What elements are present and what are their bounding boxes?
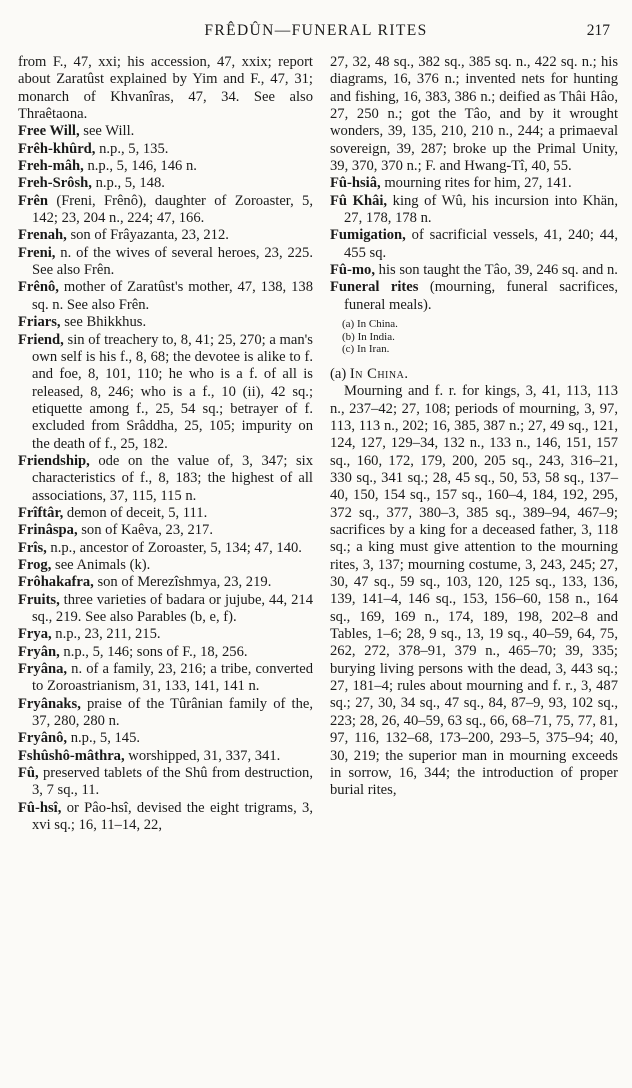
entry-text: 27, 32, 48 sq., 382 sq., 385 sq. n., 422 sq. n.; his diagrams, 16, 376 n.; invented nets for hunting and fishing, 16, 383, 386 n.; deified as Thâi Hâo, 27, 250 n.; got the Tâo, and by it wrought wonders, 39, 135, 210, 210 n., 244; a primaeval sovereign, 39, 287; broke up the Primal Unity, 39, 370, 370 n.; F. and Hwang-Tî, 40, 55. (330, 54, 618, 175)
entry-headword: Frenah, (18, 227, 67, 244)
entry-text: (Freni, Frênô), daughter of Zoroaster, 5, 142; 23, 204 n., 224; 47, 166. (32, 192, 313, 227)
entry-headword: Friendship, (18, 452, 90, 469)
entry-headword: Fû-hsî, (18, 799, 62, 816)
entry-headword: Freni, (18, 244, 56, 261)
entry-headword: Frêh-khûrd, (18, 140, 96, 157)
index-entry (18, 748, 313, 765)
index-entry (18, 592, 313, 627)
entry-headword: Frya, (18, 626, 52, 643)
entry-headword: Friend, (18, 331, 64, 348)
index-entry (18, 765, 313, 800)
index-entry (18, 141, 313, 158)
index-entry (18, 644, 313, 661)
index-entry (18, 730, 313, 747)
subdivision-item: (c) In Iran. (342, 343, 390, 356)
entry-headword: Frênô, (18, 279, 59, 296)
entry-headword: Frîftâr, (18, 504, 64, 521)
entry-headword: Fumigation, (330, 227, 406, 244)
entry-text: son of Merezîshmya, 23, 219. (93, 574, 272, 591)
entry-headword: Friars, (18, 314, 61, 331)
entry-headword: Frog, (18, 556, 52, 573)
entry-headword: Fû-mo, (330, 262, 375, 279)
index-entry (330, 262, 618, 279)
entry-text: three varieties of badara or jujube, 44, 214 sq., 219. See also Parables (b, e, f). (32, 591, 313, 625)
entry-headword: Fryân, (18, 643, 60, 660)
index-entry (18, 505, 313, 522)
subdivision-item: (b) In India. (342, 330, 395, 343)
entry-text: preserved tablets of the Shû from destruction, 3, 7 sq., 11. (32, 765, 313, 799)
entry-text: n. of a family, 23, 216; a tribe, converted to Zoroastrianism, 31, 133, 141, 141 n. (32, 661, 313, 695)
entry-headword: Fryânaks, (18, 695, 81, 712)
entry-text: king of Wû, his incursion into Khän, 27, 178, 178 n. (344, 192, 618, 227)
subdivision-item: (a) In China. (342, 318, 398, 331)
section-marker: (a) (330, 365, 347, 382)
entry-headword: Fruits, (18, 591, 60, 608)
page-number: 217 (586, 22, 610, 39)
entry-text: n. of the wives of several heroes, 23, 225. See also Frên. (32, 244, 313, 279)
entry-text: praise of the Tûrânian family of the, 37, 280, 280 n. (32, 695, 313, 730)
index-entry (18, 661, 313, 696)
section-title: In China. (349, 365, 409, 382)
entry-text: worshipped, 31, 337, 341. (124, 747, 281, 764)
running-header (0, 18, 632, 44)
index-entry (18, 314, 313, 331)
entry-text: n.p., ancestor of Zoroaster, 5, 134; 47, 140. (46, 539, 302, 556)
entry-text: sin of treachery to, 8, 41; 25, 270; a man's own self is his f., 8, 68; the devotee is alike to f. and foe, 8, 101, 110; he who is a f. of all is released, 8, 246; who is a f., 10 (ii), 42 sq.; etiquette among f., 25, 54 sq.; betrayer of f. excluded from Srâddha, 25, 105; impurity on the death of f., 25, 182. (32, 331, 313, 452)
entry-text: mother of Zaratûst's mother, 47, 138, 138 sq. n. See also Frên. (32, 279, 313, 313)
index-entry (330, 193, 618, 228)
entry-text: see Will. (79, 123, 135, 140)
index-entry (18, 227, 313, 244)
entry-text: his son taught the Tâo, 39, 246 sq. and n. (375, 262, 618, 279)
entry-text: n.p., 23, 211, 215. (51, 626, 161, 643)
entry-text: n.p., 5, 146, 146 n. (83, 158, 197, 175)
index-entry (18, 800, 313, 835)
index-entry (330, 279, 618, 314)
entry-text: of sacrificial vessels, 41, 240; 44, 455 sq. (344, 227, 618, 261)
section-heading (330, 366, 618, 383)
entry-text: n.p., 5, 146; sons of F., 18, 256. (59, 643, 248, 660)
entry-headword: Fû-hsiâ, (330, 175, 381, 192)
index-entry (18, 626, 313, 643)
index-entry (18, 453, 313, 505)
entry-headword: Fshûshô-mâthra, (18, 747, 125, 764)
index-entry (18, 540, 313, 557)
entry-headword: Funeral rites (330, 279, 419, 296)
entry-text: demon of deceit, 5, 111. (63, 504, 208, 521)
index-entry (18, 557, 313, 574)
index-entry (18, 193, 313, 228)
index-entry (18, 574, 313, 591)
subdivision-list (342, 318, 618, 356)
entry-headword: Fû, (18, 765, 39, 782)
index-entry (18, 279, 313, 314)
entry-headword: Frôhakafra, (18, 574, 94, 591)
running-title: FRÊDÛN—FUNERAL RITES (204, 22, 428, 39)
index-entry (18, 175, 313, 192)
index-entry (330, 227, 618, 262)
entry-text: n.p., 5, 135. (95, 140, 169, 157)
index-entry (18, 158, 313, 175)
entry-headword: Freh-mâh, (18, 158, 84, 175)
entry-headword: Fû Khâi, (330, 192, 388, 209)
entry-text: n.p., 5, 148. (91, 175, 165, 192)
entry-text: from F., 47, xxi; his accession, 47, xxix; report about Zaratûst explained by Yim and F., 47, 31; monarch of Khvanîras, 47, 34. See also Thraêtaona. (18, 54, 313, 123)
entry-headword: Frîs, (18, 539, 47, 556)
index-entry (18, 54, 313, 123)
index-entry (18, 696, 313, 731)
index-entry (330, 54, 618, 175)
entry-headword: Frên (18, 192, 48, 209)
index-entry (330, 175, 618, 192)
entry-text: son of Kaêva, 23, 217. (77, 522, 213, 539)
index-entry (18, 245, 313, 280)
index-entry (18, 522, 313, 539)
entry-headword: Freh-Srôsh, (18, 175, 92, 192)
entry-headword: Free Will, (18, 123, 80, 140)
entry-headword: Fryânô, (18, 730, 68, 747)
entry-text: ode on the value of, 3, 347; six characteristics of f., 8, 183; the highest of all associations, 37, 115, 115 n. (32, 452, 313, 504)
entry-headword: Fryâna, (18, 661, 68, 678)
left-column (18, 54, 313, 834)
right-column (330, 54, 618, 800)
entry-text: see Bhikkhus. (60, 314, 147, 331)
entry-text: son of Frâyazanta, 23, 212. (66, 227, 229, 244)
section-body: Mourning and f. r. for kings, 3, 41, 113, 113 n., 237–42; 27, 108; periods of mourning, 3, 97, 113, 113 n., 202; 16, 385, 387 n.; 27, 49 sq., 121, 124, 127, 129–34, 132 n., 133 n., 146, 151, 157 sq., 160, 172, 179, 200, 205 sq., 243, 316–21, 330 sq., 341 sq.; 28, 45 sq., 50, 53, 58 sq., 137–40, 150, 154 sq., 157 sq., 160–4, 184, 192, 295, 372 sq., 377, 380–3, 385 sq., 389–94, 467–9; sacrifices by a king for a deceased father, 3, 118 sq.; a king must give attention to the mourning rites, 3, 137; mourning costume, 3, 243, 245; 27, 30, 47 sq., 59 sq., 103, 120, 125 sq., 133, 136, 139, 141–4, 146 sq., 153, 156–60, 158 n., 164 sq., 169, 169 n., 174, 189, 198, 202–8 and Tables, 1–6; 28, 9 sq., 13, 19 sq., 40–59, 64, 75, 262, 272, 378–91, 379 n., 465–70; 39, 335; burying living persons with the dead, 3, 443 sq.; 27, 181–4; rules about mourning and f. r., 3, 487 sq.; 27, 30, 34 sq., 47 sq., 84, 87–9, 93, 102 sq., 223; 28, 26, 40–59, 63 sq., 66, 68–71, 75, 77, 81, 97, 116, 132–68, 173–200, 293–5, 375–94; 40, 30, 219; the superior man in mourning exceeds in sorrow, 16, 344; the introduction of proper burial rites, (330, 383, 618, 799)
entry-text: mourning rites for him, 27, 141. (380, 175, 572, 192)
entry-headword: Frinâspa, (18, 522, 78, 539)
index-entry (18, 332, 313, 453)
entry-text: see Animals (k). (51, 556, 151, 573)
entry-text: n.p., 5, 145. (67, 730, 141, 747)
entry-text: (mourning, funeral sacrifices, funeral meals). (344, 279, 618, 313)
entry-text: or Pâo-hsî, devised the eight trigrams, 3, xvi sq.; 16, 11–14, 22, (32, 799, 313, 834)
index-entry (18, 123, 313, 140)
